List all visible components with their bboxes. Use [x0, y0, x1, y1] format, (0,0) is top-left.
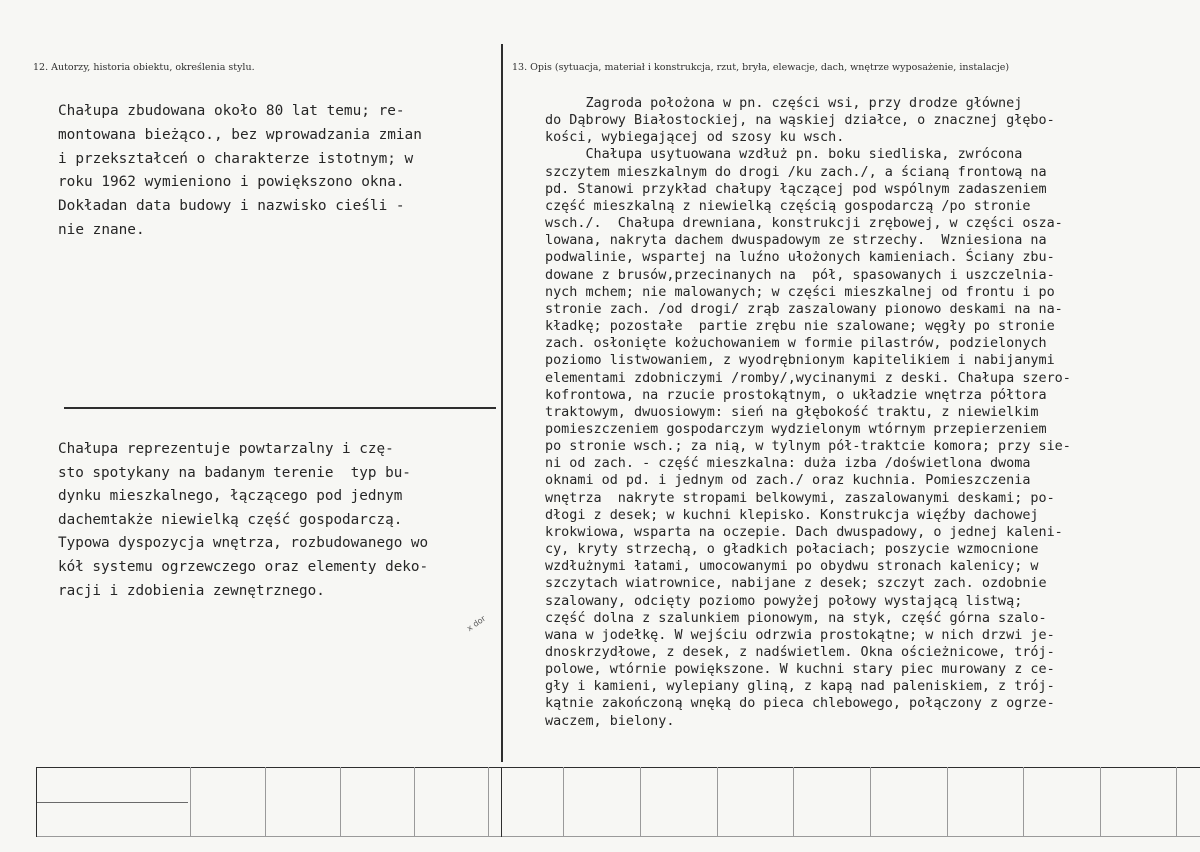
description-line-12: nych mchem; nie malowanych; w części mieszkalnej od frontu i po — [545, 284, 1055, 300]
form-grid-column-rule — [340, 767, 341, 837]
form-grid-column-rule — [947, 767, 948, 837]
description-text — [545, 95, 1071, 730]
summary-line-4: dachemtakże niewielką część gospodarczą. — [58, 511, 403, 528]
description-line-3: kości, wybiegającej od szosy ku wsch. — [545, 130, 845, 146]
form-grid-column-rule — [870, 767, 871, 837]
form-grid-top-line — [36, 767, 1200, 768]
history-line-5: Dokładan data budowy i nazwisko cieśli - — [58, 198, 405, 215]
history-line-1: Chałupa zbudowana około 80 lat temu; re- — [58, 103, 405, 119]
description-line-5: szczytem mieszkalnym do drogi /ku zach./, a ścianą frontową na — [545, 164, 1047, 180]
form-grid-column-rule — [501, 767, 502, 837]
history-line-4: roku 1962 wymieniono i powiększono okna. — [58, 174, 405, 191]
form-grid-column-rule — [1176, 767, 1177, 837]
description-line-30: szalowany, odcięty poziomo powyżej połowy wystającą listwą; — [545, 593, 1023, 609]
form-grid-column-rule — [717, 767, 718, 837]
description-line-35: gły i kamieni, wylepiany gliną, z kapą nad paleniskiem, z trój- — [545, 679, 1055, 695]
summary-text — [58, 438, 428, 603]
description-line-15: zach. osłonięte kożuchowaniem w formie pilastrów, podzielonych — [545, 336, 1047, 352]
description-line-4: Chałupa usytuowana wzdłuż pn. boku siedliska, zwrócona — [545, 147, 1023, 163]
form-grid-column-rule — [265, 767, 266, 837]
section-separator — [64, 407, 496, 409]
description-line-37: waczem, bielony. — [545, 713, 675, 729]
description-line-13: stronie zach. /od drogi/ zrąb zaszalowany pionowo deskami na na- — [545, 301, 1063, 317]
history-line-2: montowana bieżąco., bez wprowadzania zmian — [58, 126, 422, 143]
form-grid-column-rule — [640, 767, 641, 837]
description-line-32: wana w jodełkę. W wejściu odrzwia prostokątne; w nich drzwi je- — [545, 627, 1055, 643]
description-line-11: dowane z brusów,przecinanych na pół, spasowanych i uszczelnia- — [545, 267, 1055, 283]
summary-line-6: kół systemu ogrzewczego oraz elementy deko- — [58, 558, 429, 575]
form-grid-column-rule — [793, 767, 794, 837]
description-line-22: ni od zach. - część mieszkalna: duża izba /doświetlona dwoma — [545, 456, 1031, 472]
description-line-24: wnętrza nakryte stropami belkowymi, zaszalowanymi deskami; po- — [545, 490, 1055, 506]
description-line-36: kątnie zakończoną wnęką do pieca chlebowego, połączony z ogrze- — [545, 696, 1055, 712]
form-grid-column-rule — [36, 767, 37, 837]
history-text — [58, 100, 422, 243]
description-line-8: wsch./. Chałupa drewniana, konstrukcji zrębowej, w części osza- — [545, 216, 1063, 232]
column-divider — [501, 44, 503, 762]
field-13-label: 13. Opis (sytuacja, materiał i konstrukcja, rzut, bryła, elewacje, dach, wnętrze wyposażenie, instalacje) — [512, 62, 1010, 73]
form-grid-column-rule — [414, 767, 415, 837]
description-line-14: kładkę; pozostałe partie zrębu nie szalowane; węgły po stronie — [545, 319, 1055, 335]
description-line-6: pd. Stanowi przykład chałupy łączącej pod wspólnym zadaszeniem — [545, 181, 1047, 197]
field-12-label: 12. Autorzy, historia obiektu, określenia stylu. — [33, 62, 255, 73]
description-line-21: po stronie wsch.; za nią, w tylnym pół-traktcie komora; przy sie- — [545, 439, 1071, 455]
summary-line-1: Chałupa reprezentuje powtarzalny i czę- — [58, 441, 394, 457]
description-line-10: podwalinie, wspartej na luźno ułożonych kamieniach. Ściany zbu- — [545, 250, 1055, 266]
description-line-23: oknami od pd. i jednym od zach./ oraz kuchnia. Pomieszczenia — [545, 473, 1031, 489]
description-line-20: pomieszczeniem gospodarczym wydzielonym wtórnym przepierzeniem — [545, 421, 1047, 437]
summary-line-5: Typowa dyspozycja wnętrza, rozbudowanego wo — [58, 535, 429, 552]
form-grid-column-rule — [1100, 767, 1101, 837]
description-line-33: dnoskrzydłowe, z desek, z nadświetlem. Okna ościeżnicowe, trój- — [545, 645, 1055, 660]
description-line-31: część dolna z szalunkiem pionowym, na styk, część górna szalo- — [545, 610, 1047, 626]
form-grid-column-rule — [563, 767, 564, 837]
description-line-25: dłogi z desek; w kuchni klepisko. Konstrukcja więźby dachowej — [545, 507, 1039, 523]
description-line-27: cy, kryty strzechą, o gładkich połaciach; poszycie wzmocnione — [545, 542, 1039, 558]
description-line-9: lowana, nakryta dachem dwuspadowym ze strzechy. Wzniesiona na — [545, 233, 1047, 249]
description-line-1: Zagroda położona w pn. części wsi, przy drodze głównej — [545, 96, 1023, 111]
form-grid-column-rule — [1023, 767, 1024, 837]
description-line-2: do Dąbrowy Białostockiej, na wąskiej działce, o znacznej głębo- — [545, 113, 1055, 129]
summary-line-7: racji i zdobienia zewnętrznego. — [58, 582, 325, 599]
description-line-17: elementami zdobniczymi /romby/,wycinanymi z deski. Chałupa szero- — [545, 370, 1071, 386]
history-line-6: nie znane. — [58, 221, 145, 238]
description-line-29: szczytach wiatrownice, nabijane z desek; szczyt zach. ozdobnie — [545, 576, 1047, 592]
summary-line-2: sto spotykany na badanym terenie typ bu- — [58, 464, 411, 481]
description-line-7: część mieszkalną z niewielką częścią gospodarczą /po stronie — [545, 198, 1031, 214]
description-line-28: wzdłużnymi łatami, umocowanymi po obydwu stronach kalenicy; w — [545, 559, 1039, 575]
history-line-3: i przekształceń o charakterze istotnym; w — [58, 150, 414, 167]
description-line-19: traktowym, dwuosiowym: sień na głębokość traktu, z niewielkim — [545, 404, 1039, 420]
summary-line-3: dynku mieszkalnego, łączącego pod jednym — [58, 488, 403, 505]
form-grid-bottom-line — [36, 836, 1200, 837]
handwritten-mark: x dor — [465, 613, 488, 634]
description-line-16: poziomo listwowaniem, z wyodrębnionym kapitelikiem i nabijanymi — [545, 353, 1055, 369]
description-line-26: krokwiowa, wsparta na oczepie. Dach dwuspadowy, o jednej kaleni- — [545, 524, 1063, 540]
form-grid-column-rule — [488, 767, 489, 837]
description-line-18: kofrontowa, na rzucie prostokątnym, o układzie wnętrza półtora — [545, 387, 1047, 403]
form-grid-column-rule — [190, 767, 191, 837]
form-grid-short-line — [36, 802, 188, 803]
description-line-34: polowe, wtórnie powiększone. W kuchni stary piec murowany z ce- — [545, 662, 1055, 678]
